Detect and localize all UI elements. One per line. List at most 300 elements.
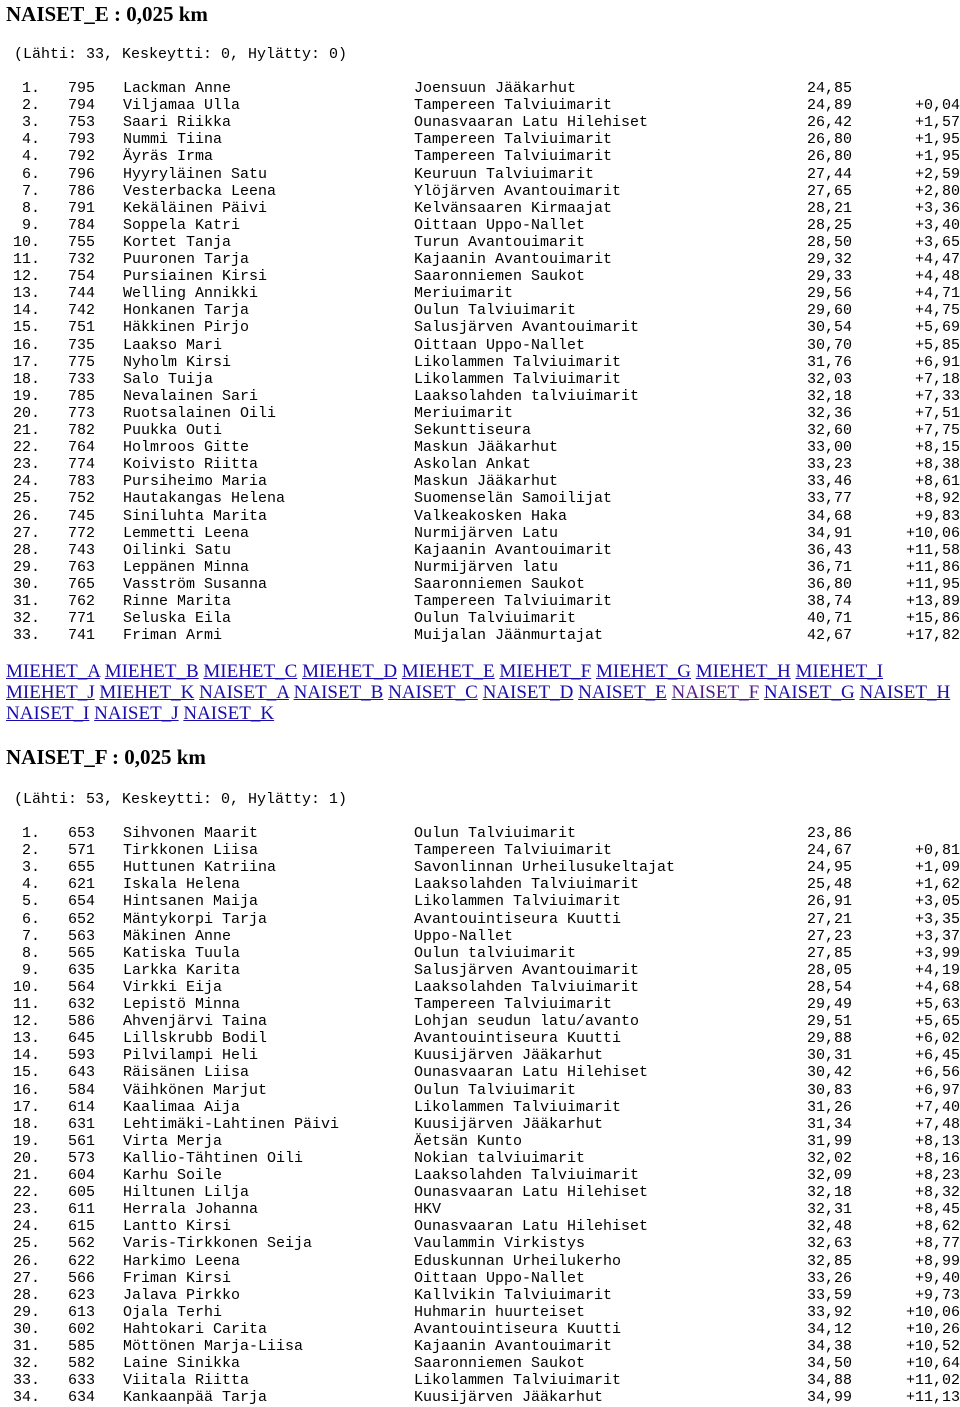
club-name: Saaronniemen Saukot [414,268,586,286]
time-behind: +13,89 [905,593,960,610]
club-name: Turun Avantouimarit [414,233,586,251]
result-row [0,166,960,183]
bib-number: 751 [68,319,96,337]
competitor-name: Honkanen Tarja [123,302,250,320]
nav-link-naiset-g[interactable]: NAISET_G [763,682,855,703]
bib-number: 774 [68,456,96,474]
result-time: 24,67 [806,842,852,860]
club-name: Nurmijärven latu [414,558,559,576]
competitor-name: Seluska Eila [123,610,232,628]
time-behind: +11,13 [905,1389,960,1407]
club-name: Kajaanin Avantouimarit [414,541,613,559]
nav-link-miehet-b[interactable]: MIEHET_B [104,661,199,682]
bib-number: 561 [68,1132,96,1150]
result-time: 29,33 [806,268,852,286]
bib-number: 602 [68,1320,96,1338]
club-name: Huhmarin huurteiset [414,1303,586,1321]
bib-number: 582 [68,1355,96,1373]
rank: 10. [12,233,40,251]
rank: 33. [12,1372,40,1390]
result-row [0,337,960,354]
bib-number: 782 [68,422,96,439]
result-row [0,1355,960,1372]
competitor-name: Nyholm Kirsi [123,353,232,371]
club-name: Laaksolahden Talviuimarit [414,978,640,996]
result-time: 26,80 [806,148,852,166]
result-row [0,627,960,644]
club-name: Laaksolahden Talviuimarit [414,876,640,894]
time-behind: +4,71 [914,285,960,303]
bib-number: 794 [68,97,96,115]
bib-number: 775 [68,353,96,371]
competitor-name: Hahtokari Carita [123,1320,268,1338]
result-row [0,183,960,200]
result-row [0,525,960,542]
rank: 12. [12,268,40,286]
result-row [0,285,960,302]
time-behind: +8,62 [914,1218,960,1236]
club-name: Ounasvaaran Latu Hilehiset [414,1218,649,1236]
result-row [0,405,960,422]
time-behind: +8,92 [914,490,960,508]
result-time: 30,70 [806,336,852,354]
time-behind: +7,33 [914,387,960,405]
result-row [0,962,960,979]
rank: 25. [12,490,40,508]
time-behind: +7,18 [914,370,960,388]
club-name: Oulun Talviuimarit [414,610,577,628]
time-behind: +3,65 [914,233,960,251]
competitor-name: Kekäläinen Päivi [123,199,268,217]
rank: 21. [12,422,40,439]
result-row [0,1116,960,1133]
club-name: Ounasvaaran Latu Hilehiset [414,114,649,132]
result-row [0,893,960,910]
time-behind: +4,47 [914,251,960,268]
bib-number: 573 [68,1149,96,1167]
competitor-name: Katiska Tuula [123,944,241,962]
competitor-name: Pursiainen Kirsi [123,268,268,286]
time-behind: +4,48 [914,268,960,286]
result-time: 30,83 [806,1081,852,1099]
club-name: Likolammen Talviuimarit [414,370,622,388]
result-row [0,80,960,97]
result-row [0,1304,960,1321]
competitor-name: Hintsanen Maija [123,893,259,911]
nav-link-naiset-h[interactable]: NAISET_H [859,682,951,703]
result-row [0,576,960,593]
bib-number: 613 [68,1303,96,1321]
bib-number: 593 [68,1047,96,1065]
rank: 7. [21,927,40,945]
competitor-name: Iskala Helena [123,876,241,894]
result-row [0,508,960,525]
club-name: Laaksolahden talviuimarit [414,387,640,405]
result-time: 32,60 [806,422,852,439]
competitor-name: Huttunen Katriina [123,859,277,877]
club-name: Likolammen Talviuimarit [414,353,622,371]
club-name: Tampereen Talviuimarit [414,996,613,1013]
bib-number: 653 [68,825,96,842]
result-time: 33,77 [806,490,852,508]
result-time: 33,26 [806,1269,852,1287]
time-behind: +2,80 [914,182,960,200]
competitor-name: Ahvenjärvi Taina [123,1013,268,1031]
result-row [0,1047,960,1064]
nav-link-miehet-j[interactable]: MIEHET_J [6,682,95,703]
competitor-name: Herrala Johanna [123,1201,259,1219]
bib-number: 771 [68,610,96,628]
nav-link-naiset-b[interactable]: NAISET_B [293,682,384,703]
rank: 4. [21,876,40,894]
time-behind: +10,06 [905,524,960,542]
bib-number: 744 [68,285,96,303]
rank: 22. [12,439,40,457]
competitor-name: Salo Tuija [123,370,214,388]
result-time: 24,95 [806,859,852,877]
nav-link-miehet-i[interactable]: MIEHET_I [795,661,884,682]
result-time: 32,09 [806,1167,852,1184]
bib-number: 743 [68,541,96,559]
club-name: Tampereen Talviuimarit [414,593,613,610]
result-row [0,1253,960,1270]
rank: 22. [12,1184,40,1202]
result-time: 32,63 [806,1235,852,1253]
bib-number: 762 [68,593,96,610]
nav-link-miehet-f[interactable]: MIEHET_F [499,661,592,682]
rank: 11. [12,251,40,268]
competitor-name: Welling Annikki [123,285,259,303]
competitor-name: Virkki Eija [123,978,223,996]
time-behind: +1,95 [914,131,960,149]
nav-link-naiset-c[interactable]: NAISET_C [388,682,478,703]
club-name: Maskun Jääkarhut [414,473,559,491]
rank: 24. [12,1218,40,1236]
club-name: Ounasvaaran Latu Hilehiset [414,1184,649,1202]
rank: 26. [12,1252,40,1270]
bib-number: 784 [68,216,96,234]
club-name: Saaronniemen Saukot [414,1355,586,1373]
result-row [0,1235,960,1252]
rank: 16. [12,336,40,354]
bib-number: 792 [68,148,96,166]
section-summary-naiset-f: (Lähti: 53, Keskeytti: 0, Hylätty: 1) [14,791,348,808]
competitor-name: Hiltunen Lilja [123,1184,250,1202]
nav-link-naiset-i[interactable]: NAISET_I [6,703,90,724]
bib-number: 793 [68,131,96,149]
result-row [0,1218,960,1235]
result-row [0,97,960,114]
competitor-name: Harkimo Leena [123,1252,241,1270]
time-behind: +1,09 [914,859,960,877]
nav-link-naiset-a[interactable]: NAISET_A [199,682,289,703]
rank: 19. [12,387,40,405]
time-behind: +1,57 [914,114,960,132]
nav-link-naiset-j[interactable]: NAISET_J [94,703,179,724]
rank: 4. [21,131,40,149]
competitor-name: Friman Armi [123,627,223,645]
club-name: Likolammen Talviuimarit [414,1098,622,1116]
rank: 27. [12,1269,40,1287]
time-behind: +9,73 [914,1286,960,1304]
result-row [0,439,960,456]
bib-number: 745 [68,507,96,525]
result-time: 31,76 [806,353,852,371]
result-time: 32,18 [806,387,852,405]
club-name: Askolan Ankat [414,456,532,474]
rank: 14. [12,302,40,320]
rank: 16. [12,1081,40,1099]
result-time: 34,12 [806,1320,852,1338]
competitor-name: Kankaanpää Tarja [123,1389,268,1407]
club-name: Savonlinnan Urheilusukeltajat [414,859,676,877]
rank: 29. [12,558,40,576]
competitor-name: Nummi Tiina [123,131,223,149]
club-name: Eduskunnan Urheilukerho [414,1252,622,1270]
club-name: Oittaan Uppo-Nallet [414,1269,586,1287]
time-behind: +7,48 [914,1115,960,1133]
time-behind: +6,02 [914,1030,960,1048]
rank: 26. [12,507,40,525]
result-row [0,1338,960,1355]
bib-number: 632 [68,996,96,1013]
result-time: 28,50 [806,233,852,251]
result-row [0,859,960,876]
result-row [0,593,960,610]
result-row [0,1133,960,1150]
club-name: Meriuimarit [414,285,514,303]
rank: 15. [12,319,40,337]
club-name: Ylöjärven Avantouimarit [414,182,622,200]
time-behind: +3,36 [914,199,960,217]
time-behind: +0,04 [914,97,960,115]
time-behind: +3,37 [914,927,960,945]
result-row [0,354,960,371]
competitor-name: Ruotsalainen Oili [123,404,277,422]
result-row [0,1287,960,1304]
rank: 7. [21,182,40,200]
rank: 10. [12,978,40,996]
result-time: 26,91 [806,893,852,911]
result-time: 31,34 [806,1115,852,1133]
result-time: 36,43 [806,541,852,559]
bib-number: 631 [68,1115,96,1133]
result-row [0,1064,960,1081]
time-behind: +5,85 [914,336,960,354]
bib-number: 645 [68,1030,96,1048]
club-name: Tampereen Talviuimarit [414,131,613,149]
bib-number: 753 [68,114,96,132]
bib-number: 785 [68,387,96,405]
nav-link-naiset-f[interactable]: NAISET_F [671,682,760,703]
club-name: Kallvikin Talviuimarit [414,1286,613,1304]
result-row [0,268,960,285]
result-time: 23,86 [806,825,852,842]
result-time: 36,80 [806,575,852,593]
time-behind: +6,91 [914,353,960,371]
rank: 1. [21,825,40,842]
result-time: 27,23 [806,927,852,945]
result-time: 32,85 [806,1252,852,1270]
competitor-name: Karhu Soile [123,1167,223,1184]
result-time: 32,03 [806,370,852,388]
competitor-name: Pursiheimo Maria [123,473,268,491]
result-time: 32,18 [806,1184,852,1202]
competitor-name: Nevalainen Sari [123,387,259,405]
rank: 8. [21,199,40,217]
time-behind: +6,97 [914,1081,960,1099]
result-time: 31,26 [806,1098,852,1116]
bib-number: 772 [68,524,96,542]
rank: 13. [12,285,40,303]
result-row [0,251,960,268]
nav-link-miehet-h[interactable]: MIEHET_H [695,661,791,682]
club-name: Nokian talviuimarit [414,1149,586,1167]
result-time: 28,21 [806,199,852,217]
rank: 11. [12,996,40,1013]
rank: 33. [12,627,40,645]
nav-link-miehet-a[interactable]: MIEHET_A [6,661,100,682]
rank: 6. [21,165,40,183]
result-time: 32,48 [806,1218,852,1236]
result-time: 32,31 [806,1201,852,1219]
result-time: 25,48 [806,876,852,894]
rank: 17. [12,353,40,371]
club-name: Nurmijärven Latu [414,524,559,542]
rank: 18. [12,1115,40,1133]
rank: 18. [12,370,40,388]
bib-number: 623 [68,1286,96,1304]
result-row [0,1013,960,1030]
nav-link-naiset-e[interactable]: NAISET_E [578,682,667,703]
club-name: Avantouintiseura Kuutti [414,910,622,928]
rank: 29. [12,1303,40,1321]
competitor-name: Hyyryläinen Satu [123,165,268,183]
result-time: 33,46 [806,473,852,491]
result-row [0,371,960,388]
result-row [0,131,960,148]
result-time: 27,44 [806,165,852,183]
result-row [0,559,960,576]
time-behind: +8,77 [914,1235,960,1253]
nav-link-naiset-d[interactable]: NAISET_D [482,682,574,703]
competitor-name: Häkkinen Pirjo [123,319,250,337]
rank: 13. [12,1030,40,1048]
club-name: Sekunttiseura [414,422,532,439]
result-row [0,825,960,842]
result-row [0,114,960,131]
result-row [0,422,960,439]
nav-link-miehet-d[interactable]: MIEHET_D [302,661,398,682]
time-behind: +9,83 [914,507,960,525]
result-row [0,319,960,336]
competitor-name: Larkka Karita [123,961,241,979]
bib-number: 741 [68,627,96,645]
nav-link-miehet-e[interactable]: MIEHET_E [401,661,495,682]
nav-link-miehet-k[interactable]: MIEHET_K [99,682,195,703]
club-name: Oulun talviuimarit [414,944,577,962]
club-name: Tampereen Talviuimarit [414,148,613,166]
nav-link-miehet-g[interactable]: MIEHET_G [596,661,691,682]
rank: 27. [12,524,40,542]
bib-number: 611 [68,1201,96,1219]
result-row [0,945,960,962]
result-time: 28,25 [806,216,852,234]
rank: 30. [12,1320,40,1338]
competitor-name: Saari Riikka [123,114,232,132]
result-time: 34,50 [806,1355,852,1373]
result-row [0,388,960,405]
bib-number: 566 [68,1269,96,1287]
bib-number: 586 [68,1013,96,1031]
rank: 4. [21,148,40,166]
result-row [0,1099,960,1116]
club-name: HKV [414,1201,442,1219]
competitor-name: Leppänen Minna [123,558,250,576]
club-name: Kuusijärven Jääkarhut [414,1389,604,1407]
bib-number: 796 [68,165,96,183]
result-row [0,876,960,893]
club-name: Salusjärven Avantouimarit [414,961,640,979]
section-summary-naiset-e: (Lähti: 33, Keskeytti: 0, Hylätty: 0) [14,46,348,63]
result-time: 30,42 [806,1064,852,1082]
club-name: Vaulammin Virkistys [414,1235,586,1253]
competitor-name: Laine Sinikka [123,1355,241,1373]
result-row [0,200,960,217]
rank: 2. [21,97,40,115]
rank: 31. [12,593,40,610]
rank: 8. [21,944,40,962]
rank: 28. [12,1286,40,1304]
rank: 30. [12,575,40,593]
bib-number: 622 [68,1252,96,1270]
club-name: Kuusijärven Jääkarhut [414,1047,604,1065]
result-time: 27,65 [806,182,852,200]
rank: 32. [12,610,40,628]
nav-link-miehet-c[interactable]: MIEHET_C [203,661,298,682]
rank: 17. [12,1098,40,1116]
bib-number: 763 [68,558,96,576]
result-time: 36,71 [806,558,852,576]
club-name: Maskun Jääkarhut [414,439,559,457]
result-time: 29,56 [806,285,852,303]
competitor-name: Rinne Marita [123,593,232,610]
bib-number: 585 [68,1338,96,1355]
bib-number: 633 [68,1372,96,1390]
competitor-name: Varis-Tirkkonen Seija [123,1235,313,1253]
result-row [0,456,960,473]
club-name: Oulun Talviuimarit [414,302,577,320]
result-time: 34,88 [806,1372,852,1390]
bib-number: 752 [68,490,96,508]
result-time: 34,91 [806,524,852,542]
rank: 3. [21,114,40,132]
result-row [0,610,960,627]
bib-number: 732 [68,251,96,268]
result-time: 33,00 [806,439,852,457]
nav-link-naiset-k[interactable]: NAISET_K [183,703,275,724]
club-name: Oulun Talviuimarit [414,1081,577,1099]
result-row [0,842,960,859]
time-behind: +8,45 [914,1201,960,1219]
rank: 5. [21,893,40,911]
time-behind: +8,61 [914,473,960,491]
time-behind: +4,68 [914,978,960,996]
club-name: Tampereen Talviuimarit [414,842,613,860]
competitor-name: Tirkkonen Liisa [123,842,259,860]
competitor-name: Lillskrubb Bodil [123,1030,268,1048]
time-behind: +7,51 [914,404,960,422]
